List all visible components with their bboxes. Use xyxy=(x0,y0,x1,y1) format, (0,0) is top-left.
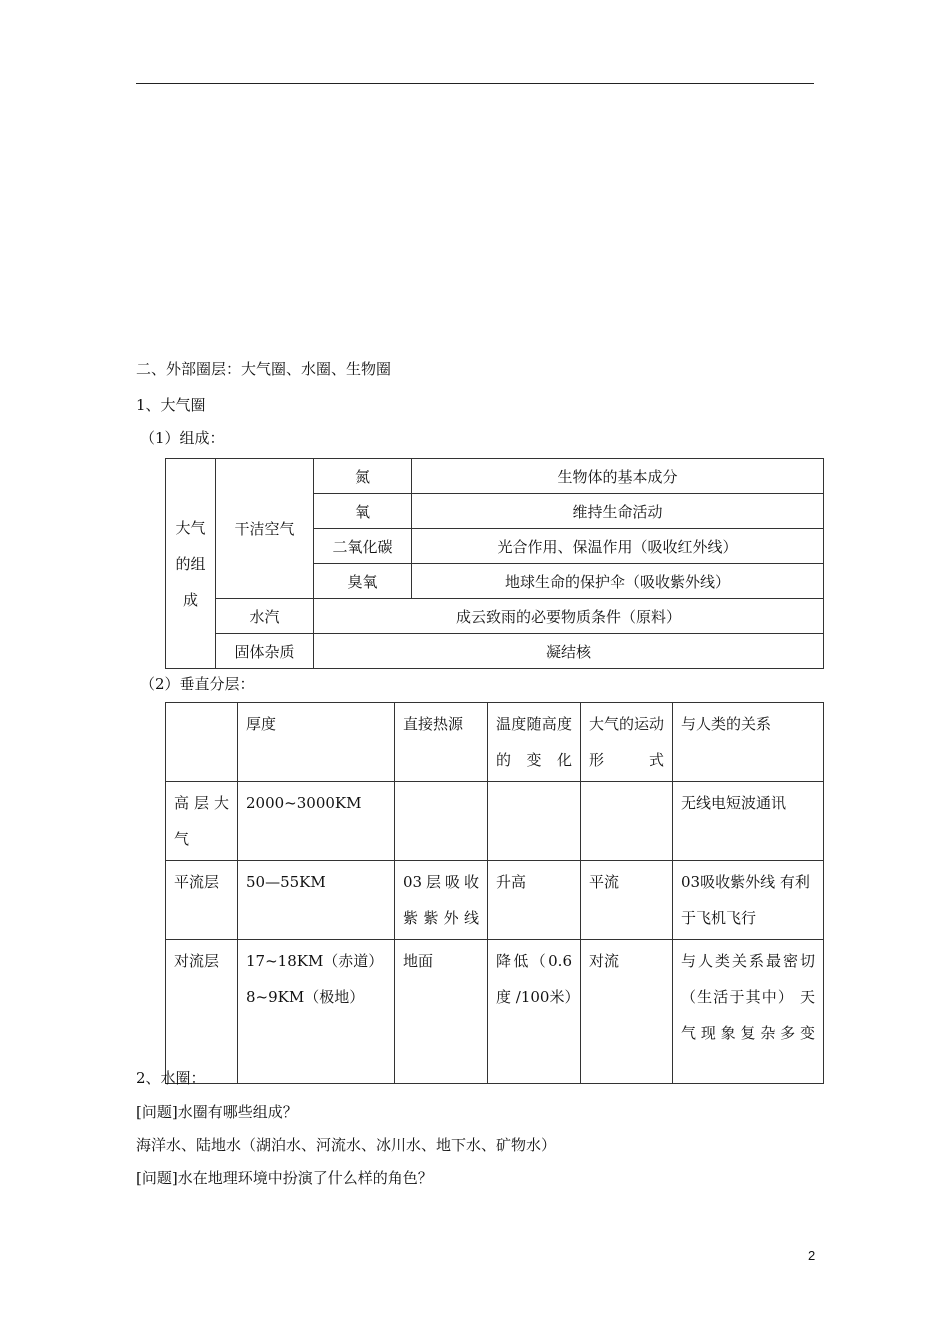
layer-motion xyxy=(581,782,673,861)
page-number: 2 xyxy=(808,1248,816,1263)
layer-relation: 03吸收紫外线 有利于飞机飞行 xyxy=(673,861,824,940)
gas-role: 生物体的基本成分 xyxy=(412,459,824,494)
hydrosphere-heading: 2、水圈： xyxy=(136,1069,206,1087)
header-cell: 大气的运动形式 xyxy=(581,703,673,782)
layer-relation: 与人类关系最密切（生活于其中） 天气现象复杂多变 xyxy=(673,940,824,1084)
gas-name: 二氧化碳 xyxy=(314,529,412,564)
composition-label: （1）组成： xyxy=(140,429,225,447)
atmosphere-heading: 1、大气圈 xyxy=(136,396,206,414)
layer-motion: 平流 xyxy=(581,861,673,940)
header-cell xyxy=(166,703,238,782)
answer-1: 海洋水、陆地水（湖泊水、河流水、冰川水、地下水、矿物水） xyxy=(136,1136,557,1154)
layer-heat-source xyxy=(395,782,488,861)
layers-label: （2）垂直分层： xyxy=(140,675,255,693)
layer-temp-change: 降低（0.6度 /100米） xyxy=(488,940,581,1084)
layer-motion: 对流 xyxy=(581,940,673,1084)
layer-name: 平流层 xyxy=(166,861,238,940)
layer-thickness: 2000~3000KM xyxy=(238,782,395,861)
table-header-row xyxy=(166,703,824,782)
component-name: 水汽 xyxy=(216,599,314,634)
layer-thickness: 17~18KM（赤道） 8~9KM（极地） xyxy=(238,940,395,1084)
layer-heat-source: 03层吸收紫紫外线 xyxy=(395,861,488,940)
section-heading: 二、外部圈层：大气圈、水圈、生物圈 xyxy=(136,360,392,378)
layer-temp-change: 升高 xyxy=(488,861,581,940)
table-row xyxy=(166,782,824,861)
question-1: [问题]水圈有哪些组成？ xyxy=(136,1103,298,1121)
gas-role: 维持生命活动 xyxy=(412,494,824,529)
table-row xyxy=(166,940,824,1084)
header-cell: 与人类的关系 xyxy=(673,703,824,782)
header-cell: 直接热源 xyxy=(395,703,488,782)
dry-air-label: 干洁空气 xyxy=(216,459,314,599)
gas-role: 地球生命的保护伞（吸收紫外线） xyxy=(412,564,824,599)
header-cell: 温度随高度的变化 xyxy=(488,703,581,782)
layer-temp-change xyxy=(488,782,581,861)
header-rule xyxy=(136,83,814,84)
composition-group-label: 大气 的组 成 xyxy=(166,459,216,669)
component-name: 固体杂质 xyxy=(216,634,314,669)
gas-name: 氧 xyxy=(314,494,412,529)
component-role: 成云致雨的必要物质条件（原料） xyxy=(314,599,824,634)
component-role: 凝结核 xyxy=(314,634,824,669)
composition-table xyxy=(165,458,824,669)
layer-name: 对流层 xyxy=(166,940,238,1084)
question-2: [问题]水在地理环境中扮演了什么样的角色？ xyxy=(136,1169,433,1187)
layers-table xyxy=(165,702,824,1084)
table-row xyxy=(166,861,824,940)
header-cell: 厚度 xyxy=(238,703,395,782)
layer-relation: 无线电短波通讯 xyxy=(673,782,824,861)
layer-thickness: 50—55KM xyxy=(238,861,395,940)
layer-name: 高层大气 xyxy=(166,782,238,861)
gas-name: 氮 xyxy=(314,459,412,494)
layer-heat-source: 地面 xyxy=(395,940,488,1084)
gas-role: 光合作用、保温作用（吸收红外线） xyxy=(412,529,824,564)
gas-name: 臭氧 xyxy=(314,564,412,599)
